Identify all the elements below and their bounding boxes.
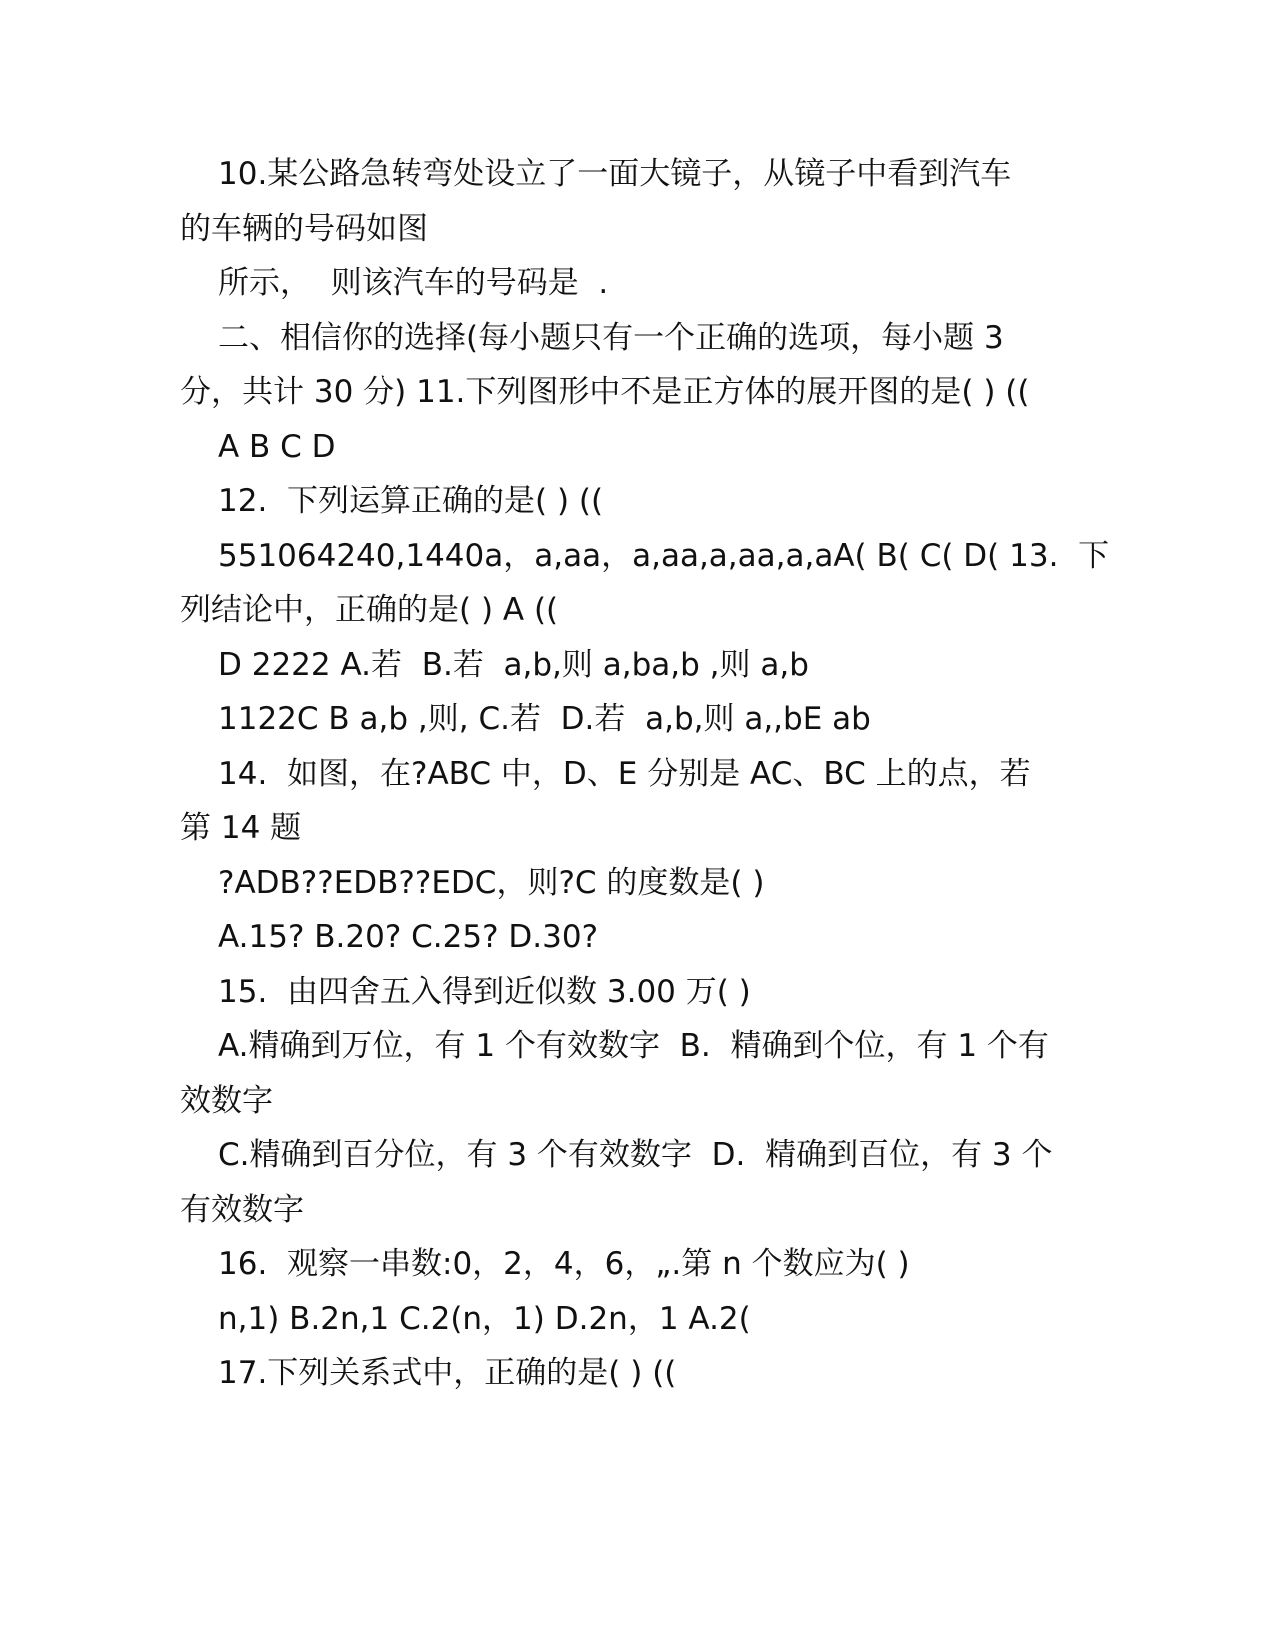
section-2-heading-line-1: 二、相信你的选择(每小题只有一个正确的选项，每小题 3 xyxy=(218,319,1004,356)
question-10-line-2: 的车辆的号码如图 xyxy=(180,210,428,247)
question-13-stem: 列结论中，正确的是( ) A (( xyxy=(180,592,559,628)
question-17-stem: 17.下列关系式中，正确的是( ) (( xyxy=(218,1355,677,1391)
question-11-options: A B C D xyxy=(218,428,336,465)
document-body xyxy=(180,147,1110,1401)
question-15-options-line-2: 效数字 xyxy=(180,1082,273,1119)
question-10-line-3: 所示， 则该汽车的号码是 . xyxy=(218,265,609,301)
question-10-line-1: 10.某公路急转弯处设立了一面大镜子，从镜子中看到汽车 xyxy=(218,156,1012,192)
section-2-heading-line-2: 分，共计 30 分) 11.下列图形中不是正方体的展开图的是( ) (( xyxy=(180,374,1030,410)
question-12-stem: 12. 下列运算正确的是( ) (( xyxy=(218,483,604,519)
question-15-options-line-3: C.精确到百分位，有 3 个有效数字 D. 精确到百位，有 3 个 xyxy=(218,1137,1053,1173)
question-15-stem: 15. 由四舍五入得到近似数 3.00 万( ) xyxy=(218,973,751,1010)
question-15-options-line-4: 有效数字 xyxy=(180,1191,304,1228)
question-12-options: 551064240,1440a，a,aa，a,aa,a,aa,a,aA( B( C( D( 13. 下 xyxy=(218,537,1110,574)
question-13-options-line-2: 1122C B a,b ,则, C.若 D.若 a,b,则 a,,bE ab xyxy=(218,701,871,737)
question-16-stem: 16. 观察一串数:0，2，4，6，„.第 n 个数应为( ) xyxy=(218,1246,910,1282)
question-14-condition: ?ADB??EDB??EDC，则?C 的度数是( ) xyxy=(218,864,765,901)
question-14-figure-label: 第 14 题 xyxy=(180,810,302,846)
question-15-options-line-1: A.精确到万位，有 1 个有效数字 B. 精确到个位，有 1 个有 xyxy=(218,1028,1049,1064)
question-14-options: A.15? B.20? C.25? D.30? xyxy=(218,919,599,955)
question-16-options: n,1) B.2n,1 C.2(n，1) D.2n，1 A.2( xyxy=(218,1300,751,1337)
question-13-options-line-1: D 2222 A.若 B.若 a,b,则 a,ba,b ,则 a,b xyxy=(218,646,809,683)
question-14-stem: 14. 如图，在?ABC 中，D、E 分别是 AC、BC 上的点，若 xyxy=(218,755,1031,792)
